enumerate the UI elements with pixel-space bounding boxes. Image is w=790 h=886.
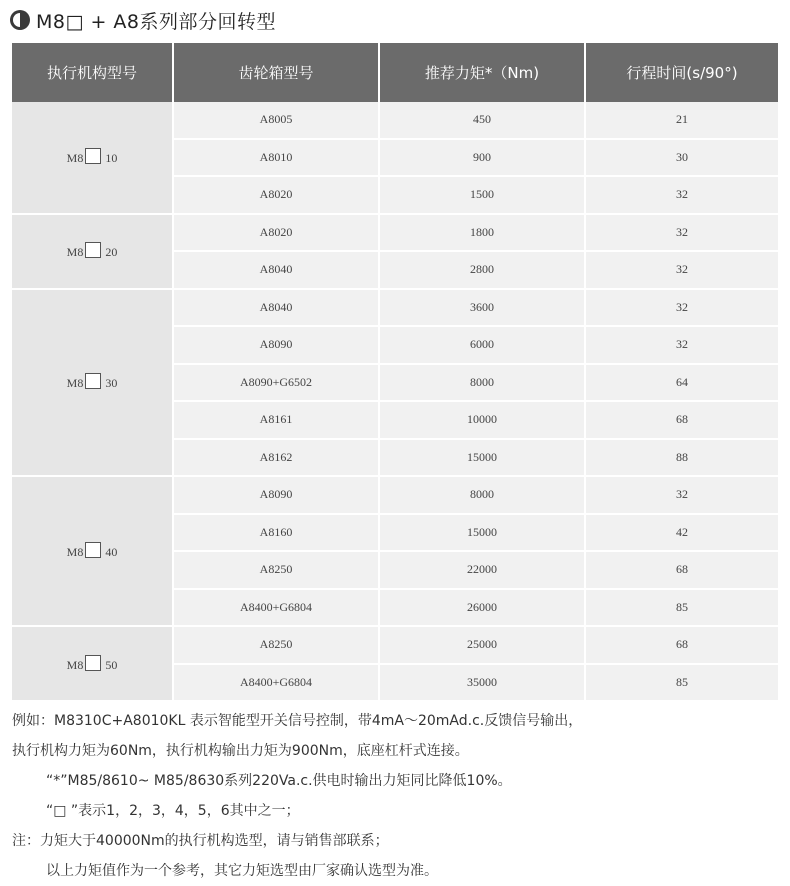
torque-cell: 900 <box>379 139 585 177</box>
stroke-time-cell: 32 <box>585 214 778 252</box>
header-actuator-model: 执行机构型号 <box>12 43 173 102</box>
torque-cell: 8000 <box>379 476 585 514</box>
gearbox-cell: A8161 <box>173 401 379 439</box>
note-reference: 以上力矩值作为一个参考，其它力矩选型由厂家确认选型为准。 <box>46 863 438 879</box>
gearbox-cell: A8020 <box>173 176 379 214</box>
gearbox-cell: A8400+G6804 <box>173 664 379 702</box>
note-example-line-1: 例如：M8310C+A8010KL 表示智能型开关信号控制，带4mA～20mAd.c.反馈信号输出， <box>12 713 583 729</box>
table-row <box>12 214 778 252</box>
torque-cell: 10000 <box>379 401 585 439</box>
stroke-time-cell: 32 <box>585 251 778 289</box>
actuator-suffix: 30 <box>105 376 118 391</box>
table-row <box>12 289 778 327</box>
header-gearbox-model: 齿轮箱型号 <box>173 43 379 102</box>
actuator-model-cell <box>12 214 173 289</box>
note-large-torque: 注：力矩大于40000Nm的执行机构选型，请与销售部联系； <box>12 833 389 849</box>
torque-cell: 1500 <box>379 176 585 214</box>
stroke-time-cell: 68 <box>585 626 778 664</box>
gearbox-cell: A8090 <box>173 476 379 514</box>
actuator-model-cell <box>12 476 173 626</box>
actuator-prefix: M8 <box>66 376 84 391</box>
header-stroke-time: 行程时间(s/90°) <box>585 43 778 102</box>
stroke-time-cell: 30 <box>585 139 778 177</box>
actuator-model-cell <box>12 289 173 477</box>
table-body <box>12 102 778 701</box>
gearbox-cell: A8162 <box>173 439 379 477</box>
gearbox-cell: A8010 <box>173 139 379 177</box>
actuator-prefix: M8 <box>66 545 84 559</box>
torque-cell: 6000 <box>379 326 585 364</box>
actuator-prefix: M8 <box>66 245 84 259</box>
torque-cell: 2800 <box>379 251 585 289</box>
table-row <box>12 476 778 514</box>
gearbox-cell: A8090 <box>173 326 379 364</box>
spec-table <box>12 43 778 702</box>
table-row <box>12 626 778 664</box>
note-square-footnote: “□ ”表示1，2，3，4，5，6其中之一； <box>46 803 300 819</box>
stroke-time-cell: 64 <box>585 364 778 402</box>
actuator-suffix: 20 <box>105 245 118 259</box>
actuator-prefix: M8 <box>66 151 84 166</box>
torque-cell: 25000 <box>379 626 585 664</box>
stroke-time-cell: 32 <box>585 176 778 214</box>
gearbox-cell: A8020 <box>173 214 379 252</box>
torque-cell: 450 <box>379 102 585 139</box>
half-circle-icon <box>10 10 30 30</box>
gearbox-cell: A8040 <box>173 289 379 327</box>
gearbox-cell: A8005 <box>173 102 379 139</box>
torque-cell: 3600 <box>379 289 585 327</box>
torque-cell: 15000 <box>379 514 585 552</box>
section-title-text: M8□ + A8系列部分回转型 <box>36 10 277 33</box>
placeholder-square-icon <box>85 148 101 164</box>
torque-cell: 8000 <box>379 364 585 402</box>
placeholder-square-icon <box>85 373 101 389</box>
stroke-time-cell: 42 <box>585 514 778 552</box>
torque-cell: 22000 <box>379 551 585 589</box>
torque-cell: 35000 <box>379 664 585 702</box>
stroke-time-cell: 32 <box>585 326 778 364</box>
gearbox-cell: A8090+G6502 <box>173 364 379 402</box>
placeholder-square-icon <box>85 242 101 258</box>
torque-cell: 26000 <box>379 589 585 627</box>
header-recommended-torque: 推荐力矩*（Nm) <box>379 43 585 102</box>
stroke-time-cell: 85 <box>585 589 778 627</box>
actuator-model-cell <box>12 626 173 701</box>
stroke-time-cell: 68 <box>585 401 778 439</box>
gearbox-cell: A8040 <box>173 251 379 289</box>
torque-cell: 1800 <box>379 214 585 252</box>
gearbox-cell: A8400+G6804 <box>173 589 379 627</box>
actuator-prefix: M8 <box>66 657 84 672</box>
placeholder-square-icon <box>85 542 101 558</box>
gearbox-cell: A8160 <box>173 514 379 552</box>
note-example-line-2: 执行机构力矩为60Nm，执行机构输出力矩为900Nm，底座杠杆式连接。 <box>12 743 469 759</box>
gearbox-cell: A8250 <box>173 626 379 664</box>
section-title <box>10 6 276 34</box>
note-star-footnote: “*”M85/8610~ M85/8630系列220Va.c.供电时输出力矩同比降低10%。 <box>46 773 512 789</box>
stroke-time-cell: 68 <box>585 551 778 589</box>
actuator-model-cell <box>12 102 173 214</box>
table-row <box>12 102 778 139</box>
stroke-time-cell: 88 <box>585 439 778 477</box>
gearbox-cell: A8250 <box>173 551 379 589</box>
actuator-suffix: 50 <box>105 657 118 672</box>
stroke-time-cell: 85 <box>585 664 778 702</box>
stroke-time-cell: 32 <box>585 476 778 514</box>
table-header-row <box>12 43 778 102</box>
torque-cell: 15000 <box>379 439 585 477</box>
actuator-suffix: 10 <box>105 151 118 166</box>
notes <box>12 706 782 886</box>
actuator-suffix: 40 <box>105 545 118 559</box>
stroke-time-cell: 32 <box>585 289 778 327</box>
placeholder-square-icon <box>85 655 101 671</box>
stroke-time-cell: 21 <box>585 102 778 139</box>
